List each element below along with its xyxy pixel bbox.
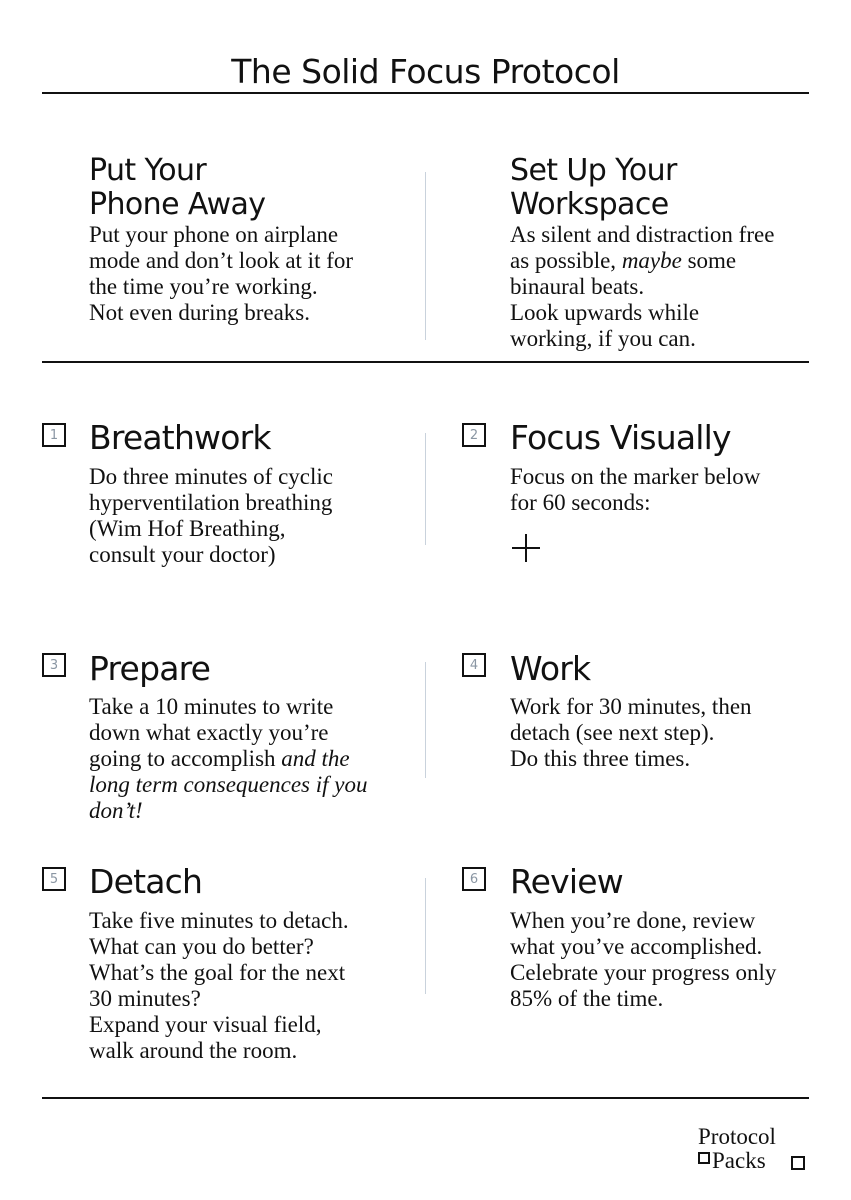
column-divider bbox=[425, 878, 426, 994]
step-title: Work bbox=[510, 649, 591, 688]
step-focus-visually bbox=[510, 418, 830, 516]
column-divider bbox=[425, 433, 426, 545]
title-divider bbox=[42, 92, 809, 94]
intro-phone-away bbox=[89, 154, 409, 326]
step-number-box: 1 bbox=[42, 423, 66, 447]
section-body: Put your phone on airplane mode and don’t look at it for the time you’re working. Not even during breaks. bbox=[89, 222, 354, 325]
step-review bbox=[510, 862, 830, 1012]
focus-marker-icon bbox=[511, 533, 541, 563]
intro-workspace bbox=[510, 154, 830, 352]
step-body: Do three minutes of cyclic hyperventilation breathing (Wim Hof Breathing, consult your doctor) bbox=[89, 464, 333, 567]
section-heading: Put Your Phone Away bbox=[89, 153, 266, 222]
step-title: Breathwork bbox=[89, 418, 271, 457]
logo-line2: Packs bbox=[712, 1148, 766, 1173]
section-body: As silent and distraction free as possible, maybe some binaural beats. Look upwards while working, if you can. bbox=[510, 222, 775, 351]
step-number-box: 4 bbox=[462, 653, 486, 677]
step-detach bbox=[89, 862, 409, 1064]
step-body: Take a 10 minutes to write down what exactly you’re going to accomplish and the long term consequences if you don’t! bbox=[89, 694, 368, 823]
step-body: Focus on the marker below for 60 seconds: bbox=[510, 464, 761, 515]
step-number-box: 6 bbox=[462, 867, 486, 891]
footer-divider bbox=[42, 1097, 809, 1099]
protocol-packs-logo bbox=[697, 1120, 813, 1176]
column-divider bbox=[425, 662, 426, 778]
step-body: Take five minutes to detach. What can you do better? What’s the goal for the next 30 minutes? Expand your visual field, walk around the room. bbox=[89, 908, 349, 1063]
column-divider bbox=[425, 172, 426, 340]
step-body: Work for 30 minutes, then detach (see next step). Do this three times. bbox=[510, 694, 752, 771]
step-title: Detach bbox=[89, 862, 203, 901]
step-work bbox=[510, 649, 830, 772]
step-breathwork bbox=[89, 418, 409, 568]
step-title: Review bbox=[510, 862, 623, 901]
step-body: When you’re done, review what you’ve accomplished. Celebrate your progress only 85% of the time. bbox=[510, 908, 777, 1011]
step-title: Focus Visually bbox=[510, 418, 731, 457]
step-prepare bbox=[89, 649, 409, 824]
logo-line1: Protocol bbox=[698, 1124, 776, 1149]
intro-divider bbox=[42, 361, 809, 363]
section-heading: Set Up Your Workspace bbox=[510, 153, 677, 222]
step-number-box: 2 bbox=[462, 423, 486, 447]
step-number-box: 5 bbox=[42, 867, 66, 891]
step-number-box: 3 bbox=[42, 653, 66, 677]
page-title: The Solid Focus Protocol bbox=[231, 52, 620, 91]
step-title: Prepare bbox=[89, 649, 211, 688]
